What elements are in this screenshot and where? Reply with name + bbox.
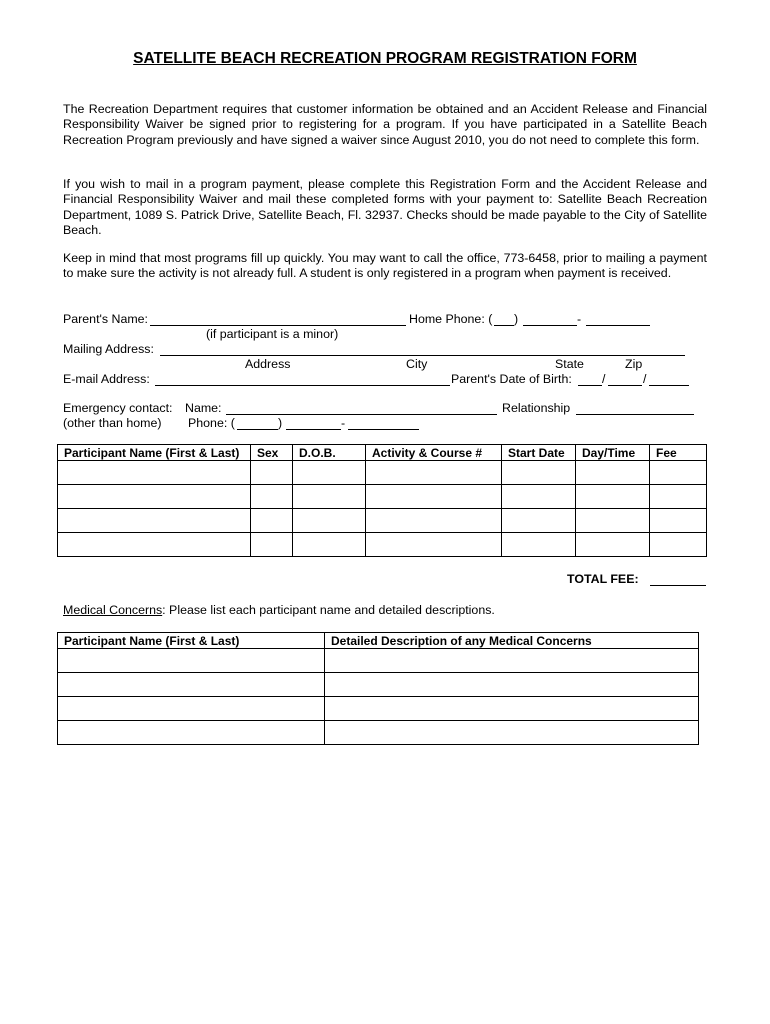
parent-dob-label: Parent's Date of Birth:: [451, 372, 572, 386]
intro-paragraph: The Recreation Department requires that customer information be obtained and an Accident Release and Financial Responsibility Waiver be signed prior to registering for a program. If you have participated in a Satellite Beach Recreation Program previously and have signed a waiver since August 2010, you do not need to complete this form.: [63, 102, 707, 147]
table-row: [58, 721, 699, 745]
participant-name-cell[interactable]: [58, 533, 251, 557]
parent-dob-day-field[interactable]: [608, 385, 642, 386]
day-time-cell[interactable]: [576, 461, 650, 485]
day-time-cell[interactable]: [576, 509, 650, 533]
start-date-cell[interactable]: [502, 509, 576, 533]
sex-cell[interactable]: [251, 485, 293, 509]
relationship-field[interactable]: [576, 414, 694, 415]
sex-cell[interactable]: [251, 461, 293, 485]
medical-header-description: Detailed Description of any Medical Concerns: [325, 633, 699, 649]
activity-cell[interactable]: [366, 485, 502, 509]
emergency-phone-area-field[interactable]: [237, 429, 278, 430]
minor-note: (if participant is a minor): [206, 327, 339, 341]
home-phone-dash: -: [577, 312, 582, 326]
medical-table: [57, 632, 699, 745]
medical-header-participant-name: Participant Name (First & Last): [58, 633, 325, 649]
activity-cell[interactable]: [366, 461, 502, 485]
emergency-name-label: Name:: [185, 401, 222, 415]
fee-cell[interactable]: [650, 461, 707, 485]
home-phone-label: Home Phone: (: [409, 312, 493, 326]
dob-cell[interactable]: [293, 461, 366, 485]
fill-up-paragraph: Keep in mind that most programs fill up quickly. You may want to call the office, 773-6458, prior to mailing a payment to make sure the activity is not already full. A student is only registered in a program when payment is received.: [63, 251, 707, 281]
day-time-cell[interactable]: [576, 485, 650, 509]
table-row: [58, 649, 699, 673]
medical-description-cell[interactable]: [325, 697, 699, 721]
header-start-date: Start Date: [502, 445, 576, 461]
emergency-name-field[interactable]: [226, 414, 497, 415]
participant-name-cell[interactable]: [58, 485, 251, 509]
zip-sublabel: Zip: [625, 357, 643, 371]
mail-payment-paragraph: If you wish to mail in a program payment, please complete this Registration Form and the Accident Release and Financial Responsibility Waiver and mail these completed forms with your payment to: Satellite Beach Recreation Department, 1089 S. Patrick Drive, Satellite Beach, Fl. 32937. Checks should be made payable to the City of Satellite Beach.: [63, 177, 707, 237]
medical-participant-cell[interactable]: [58, 649, 325, 673]
medical-concerns-label: Medical Concerns: [63, 603, 163, 617]
home-phone-prefix-field[interactable]: [523, 325, 577, 326]
emergency-phone-dash: -: [341, 416, 346, 430]
home-phone-number-field[interactable]: [586, 325, 650, 326]
medical-description-cell[interactable]: [325, 649, 699, 673]
table-row: [58, 697, 699, 721]
table-row: [58, 485, 707, 509]
address-sublabel: Address: [245, 357, 291, 371]
fee-cell[interactable]: [650, 533, 707, 557]
table-row: [58, 533, 707, 557]
relationship-label: Relationship: [502, 401, 571, 415]
medical-concerns-instruction: : Please list each participant name and detailed descriptions.: [162, 603, 495, 617]
total-fee-label: TOTAL FEE:: [567, 572, 639, 586]
medical-participant-cell[interactable]: [58, 673, 325, 697]
day-time-cell[interactable]: [576, 533, 650, 557]
fee-cell[interactable]: [650, 485, 707, 509]
parents-name-label: Parent's Name:: [63, 312, 149, 326]
header-sex: Sex: [251, 445, 293, 461]
medical-header-row: [58, 633, 699, 649]
dob-slash-1: /: [602, 372, 606, 386]
email-label: E-mail Address:: [63, 372, 150, 386]
mailing-address-field[interactable]: [160, 355, 685, 356]
home-phone-paren: ): [514, 312, 519, 326]
header-activity: Activity & Course #: [366, 445, 502, 461]
parents-name-field[interactable]: [150, 325, 406, 326]
dob-cell[interactable]: [293, 533, 366, 557]
table-row: [58, 461, 707, 485]
emergency-phone-label: Phone: (: [188, 416, 235, 430]
header-day-time: Day/Time: [576, 445, 650, 461]
medical-description-cell[interactable]: [325, 673, 699, 697]
participants-header-row: [58, 445, 707, 461]
emergency-phone-paren: ): [278, 416, 283, 430]
participant-name-cell[interactable]: [58, 461, 251, 485]
home-phone-area-code-field[interactable]: [494, 325, 514, 326]
medical-concerns-line: [63, 603, 495, 618]
dob-cell[interactable]: [293, 509, 366, 533]
medical-participant-cell[interactable]: [58, 721, 325, 745]
emergency-phone-prefix-field[interactable]: [286, 429, 341, 430]
dob-cell[interactable]: [293, 485, 366, 509]
total-fee-field[interactable]: [650, 585, 706, 586]
header-participant-name: Participant Name (First & Last): [58, 445, 251, 461]
activity-cell[interactable]: [366, 509, 502, 533]
dob-slash-2: /: [643, 372, 647, 386]
table-row: [58, 509, 707, 533]
emergency-contact-label: Emergency contact:: [63, 401, 173, 415]
email-field[interactable]: [155, 385, 450, 386]
medical-description-cell[interactable]: [325, 721, 699, 745]
state-sublabel: State: [555, 357, 584, 371]
participants-table: [57, 444, 707, 557]
parent-dob-year-field[interactable]: [649, 385, 689, 386]
start-date-cell[interactable]: [502, 533, 576, 557]
table-row: [58, 673, 699, 697]
mailing-address-label: Mailing Address:: [63, 342, 154, 356]
start-date-cell[interactable]: [502, 461, 576, 485]
other-than-home-note: (other than home): [63, 416, 162, 430]
parent-dob-month-field[interactable]: [578, 385, 602, 386]
sex-cell[interactable]: [251, 533, 293, 557]
sex-cell[interactable]: [251, 509, 293, 533]
medical-participant-cell[interactable]: [58, 697, 325, 721]
city-sublabel: City: [406, 357, 428, 371]
header-fee: Fee: [650, 445, 707, 461]
form-title: SATELLITE BEACH RECREATION PROGRAM REGISTRATION FORM: [133, 50, 637, 67]
activity-cell[interactable]: [366, 533, 502, 557]
participant-name-cell[interactable]: [58, 509, 251, 533]
start-date-cell[interactable]: [502, 485, 576, 509]
fee-cell[interactable]: [650, 509, 707, 533]
emergency-phone-number-field[interactable]: [348, 429, 419, 430]
header-dob: D.O.B.: [293, 445, 366, 461]
